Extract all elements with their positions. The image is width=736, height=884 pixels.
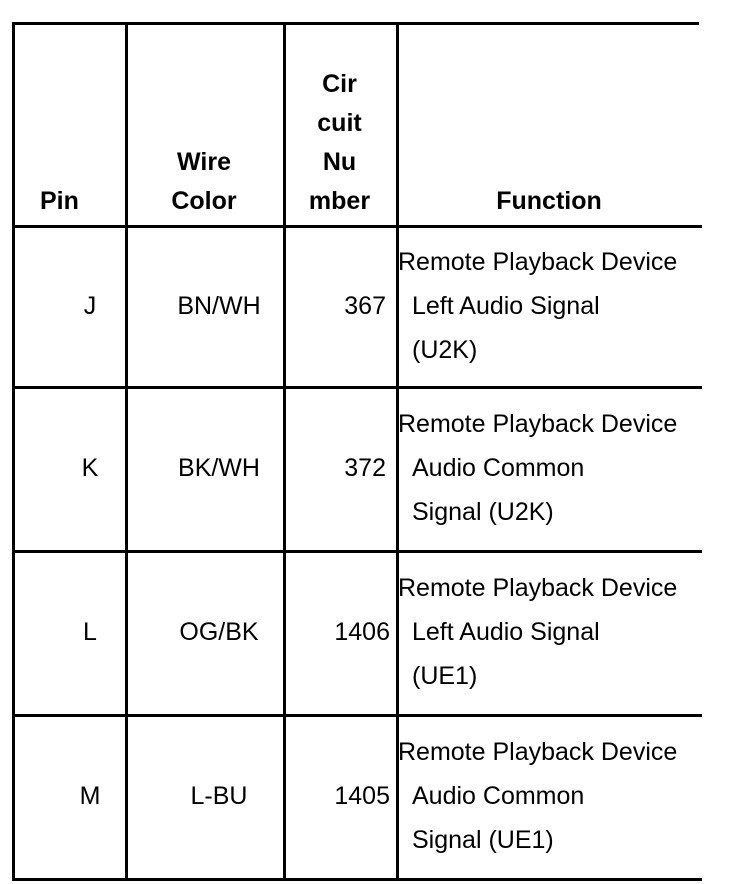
header-pin-line: Pin: [40, 187, 79, 215]
function-line: Remote Playback Device: [398, 247, 678, 276]
circuit-value: 372: [344, 454, 386, 482]
pin-value: K: [81, 454, 99, 482]
wire-color-value: BK/WH: [178, 454, 260, 482]
header-pin: [15, 25, 128, 228]
circuit-value: 367: [344, 291, 386, 320]
wire-color-value: L-BU: [190, 782, 248, 810]
function-line: Signal (U2K): [412, 498, 554, 526]
header-circuit-number-line: cuit: [317, 109, 362, 137]
function-line: (UE1): [412, 662, 478, 690]
table-row-function: [396, 225, 702, 389]
header-circuit-number-line: Nu: [322, 148, 357, 176]
table-row-circuit: [283, 225, 399, 389]
table-row-wire-color: [125, 386, 286, 553]
function-line: (U2K): [412, 335, 478, 364]
function-line: Remote Playback Device: [398, 738, 678, 766]
header-circuit-number-line: mber: [308, 187, 371, 215]
circuit-value: 1405: [334, 782, 390, 810]
header-circuit-number: [283, 25, 399, 228]
function-line: Left Audio Signal: [412, 291, 600, 320]
function-line: Audio Common: [412, 782, 585, 810]
pin-value: M: [79, 782, 101, 810]
table-row-circuit: [283, 714, 399, 881]
table-row-wire-color: [125, 225, 286, 389]
table-row-function: [396, 550, 702, 717]
header-function-line: Function: [496, 187, 602, 215]
function-line: Signal (UE1): [412, 826, 554, 854]
table-row-function: [396, 714, 702, 881]
function-line: Left Audio Signal: [412, 618, 600, 646]
table-row-function: [396, 386, 702, 553]
header-wire-color-line: Wire: [177, 148, 231, 176]
pin-value: J: [83, 291, 97, 320]
table-row-circuit: [283, 386, 399, 553]
circuit-value: 1406: [334, 618, 390, 646]
wire-color-value: BN/WH: [177, 291, 261, 320]
function-line: Remote Playback Device: [398, 574, 678, 602]
header-circuit-number-line: Cir: [322, 70, 357, 98]
table-row-pin: [15, 225, 128, 389]
wire-color-value: OG/BK: [179, 618, 259, 646]
table-row-pin: [15, 714, 128, 881]
table-row-wire-color: [125, 714, 286, 881]
table-row-pin: [15, 386, 128, 553]
pin-value: L: [83, 618, 97, 646]
table-row-circuit: [283, 550, 399, 717]
header-function: [396, 25, 702, 228]
table-row-wire-color: [125, 550, 286, 717]
header-wire-color: [125, 25, 286, 228]
table-row-pin: [15, 550, 128, 717]
function-line: Audio Common: [412, 454, 585, 482]
connector-pinout-table: [12, 22, 699, 881]
header-wire-color-line: Color: [171, 187, 237, 215]
function-line: Remote Playback Device: [398, 410, 678, 438]
